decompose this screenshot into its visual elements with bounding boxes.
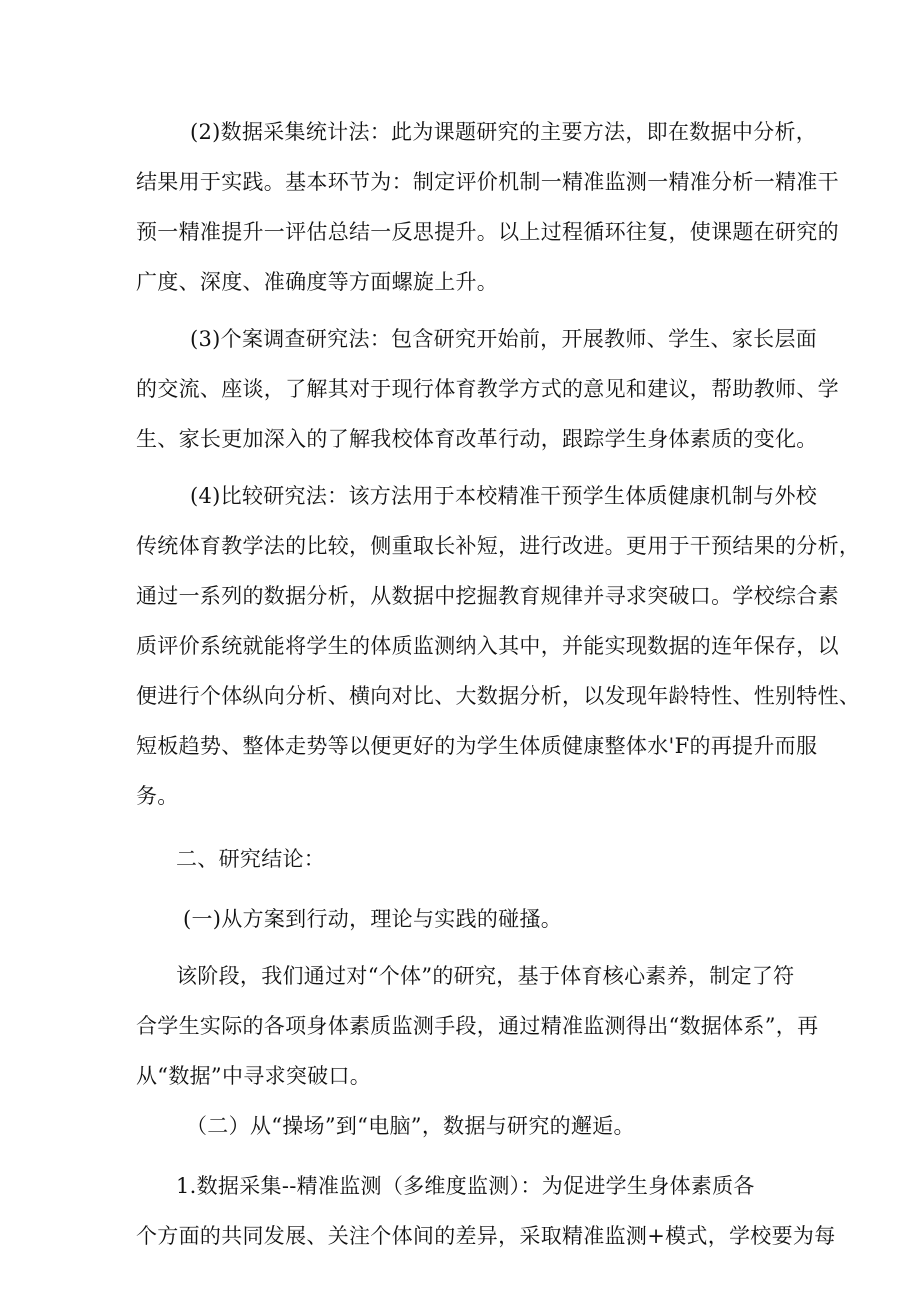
paragraph-line: 从“数据”中寻求突破口。 [136, 1064, 372, 1088]
paragraph-line: (2)数据采集统计法：此为课题研究的主要方法，即在数据中分析， [190, 120, 818, 144]
paragraph-line: (3)个案调查研究法：包含研究开始前，开展教师、学生、家长层面 [190, 327, 818, 351]
paragraph-line: 该阶段，我们通过对“个体”的研究，基于体育核心素养，制定了符 [176, 964, 795, 988]
paragraph-line: (4)比较研究法：该方法用于本校精准干预学生体质健康机制与外校 [190, 484, 818, 508]
paragraph-line: 广度、深度、准确度等方面螺旋上升。 [136, 270, 499, 294]
paragraph-line: 通过一系列的数据分析，从数据中挖掘教育规律并寻求突破口。学校综合素 [136, 584, 839, 608]
paragraph-line: 短板趋势、整体走势等以便更好的为学生体质健康整体水'F的再提升而服 [136, 734, 818, 758]
paragraph-line: 传统体育教学法的比较，侧重取长补短，进行改进。更用于干预结果的分析， [136, 534, 861, 558]
paragraph-line: 的交流、座谈，了解其对于现行体育教学方式的意见和建议，帮助教师、学 [136, 377, 839, 401]
paragraph-line: 生、家长更加深入的了解我校体育改革行动，跟踪学生身体素质的变化。 [136, 427, 818, 451]
paragraph-line: 结果用于实践。基本环节为：制定评价机制一精准监测一精准分析一精准干 [136, 170, 839, 194]
paragraph-line: 务。 [136, 784, 179, 808]
paragraph-line: 便进行个体纵向分析、横向对比、大数据分析，以发现年龄特性、性别特性、 [136, 684, 861, 708]
paragraph-line: 质评价系统就能将学生的体质监测纳入其中，并能实现数据的连年保存，以 [136, 634, 839, 658]
paragraph-line: 1.数据采集--精准监测（多维度监测）：为促进学生身体素质各 [176, 1174, 755, 1198]
subsection-heading: (一)从方案到行动，理论与实践的碰搔。 [183, 907, 563, 931]
paragraph-line: 合学生实际的各项身体素质监测手段，通过精准监测得出“数据体系”，再 [136, 1014, 819, 1038]
paragraph-line: 预一精准提升一评估总结一反思提升。以上过程循环往复，使课题在研究的 [136, 220, 839, 244]
paragraph-line: 个方面的共同发展、关注个体间的差异，采取精准监测+模式，学校要为每 [136, 1224, 836, 1248]
subsection-heading: （二）从“操场”到“电脑”，数据与研究的邂逅。 [186, 1114, 635, 1138]
section-heading: 二、研究结论： [176, 847, 326, 871]
